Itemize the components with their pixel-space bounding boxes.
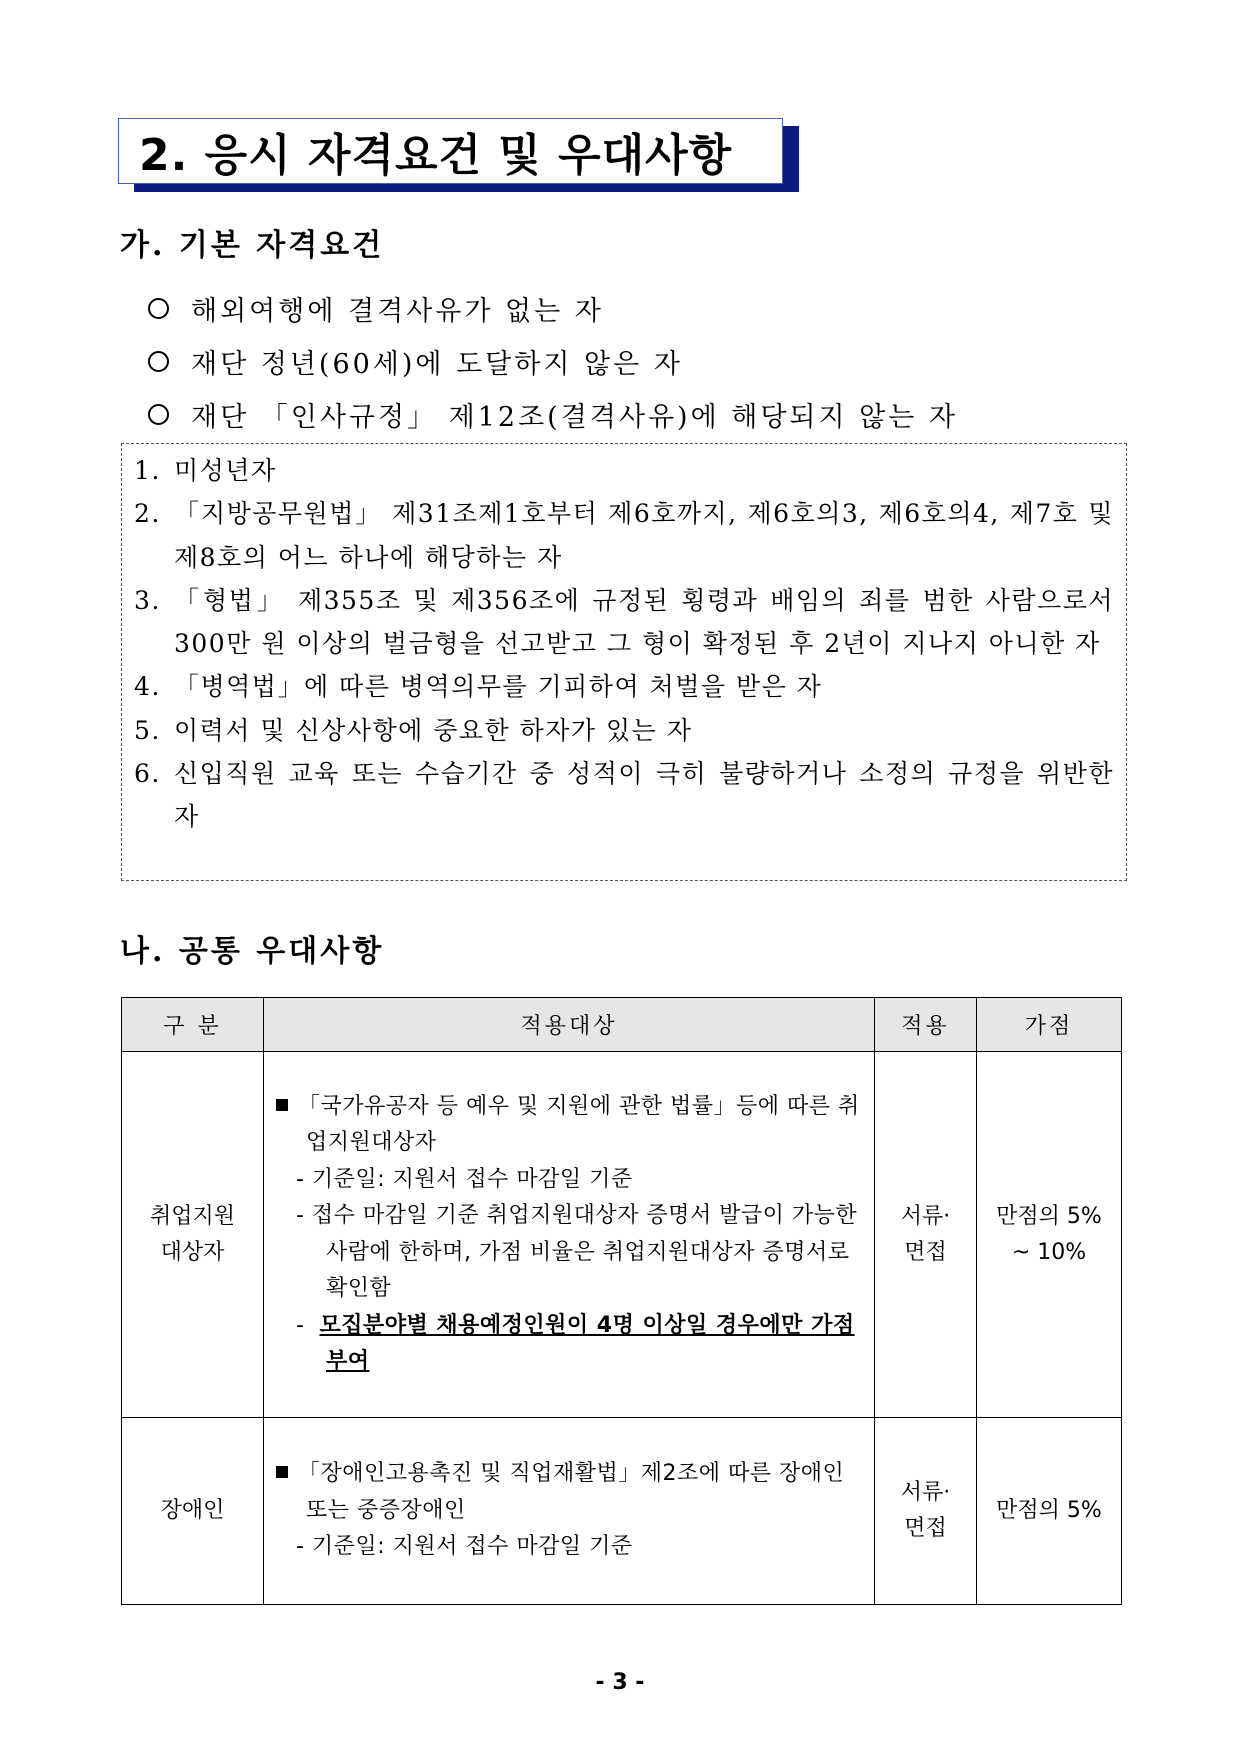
disqualification-item: 3. 「형법」 제355조 및 제356조에 규정된 횡령과 배임의 죄를 범한 사람으로서 300만 원 이상의 벌금형을 선고받고 그 형이 확정된 후 2년이 지나지 아니한 자	[134, 585, 1114, 659]
header-target: 적용대상	[264, 998, 875, 1052]
target-detail-emphasis: - 모집분야별 채용예정인원이 4명 이상일 경우에만 가점 부여	[296, 1312, 855, 1374]
page-number: - 3 -	[595, 1670, 645, 1695]
disqualification-box	[121, 443, 1127, 881]
preference-table	[121, 997, 1122, 1605]
disqualification-item: 1. 미성년자	[134, 456, 277, 485]
subsection-b-title: 나. 공통 우대사항	[120, 934, 385, 969]
apply-cell: 서류· 면접	[875, 1052, 977, 1418]
subsection-a-title: 가. 기본 자격요건	[120, 228, 385, 263]
square-bullet-icon	[276, 1099, 288, 1111]
disqualification-item: 4. 「병역법」에 따른 병역의무를 기피하여 처벌을 받은 자	[134, 672, 823, 702]
hollow-circle-icon	[148, 298, 169, 319]
requirement-bullet: 재단 정년(60세)에 도달하지 않은 자	[148, 335, 1148, 388]
table-row	[122, 1052, 1122, 1418]
target-detail: - 기준일: 지원서 접수 마감일 기준	[296, 1166, 633, 1192]
bonus-cell: 만점의 5%	[977, 1418, 1122, 1605]
category-cell: 장애인	[122, 1418, 264, 1605]
target-main: 「국가유공자 등 예우 및 지원에 관한 법률」등에 따른 취업지원대상자	[276, 1089, 864, 1162]
header-bonus: 가점	[977, 998, 1122, 1052]
section-title: 2. 응시 자격요건 및 우대사항	[139, 130, 733, 181]
disqualification-item: 6. 신입직원 교육 또는 수습기간 중 성적이 극히 불량하거나 소정의 규정을 위반한 자	[134, 759, 1114, 832]
basic-requirements-list	[148, 282, 1148, 441]
header-category: 구 분	[122, 998, 264, 1052]
requirement-bullet: 해외여행에 결격사유가 없는 자	[148, 282, 1148, 335]
target-detail: - 접수 마감일 기준 취업지원대상자 증명서 발급이 가능한 사람에 한하며, 가점 비율은 취업지원대상자 증명서로 확인함	[296, 1203, 858, 1301]
square-bullet-icon	[276, 1466, 288, 1478]
disqualification-item: 5. 이력서 및 신상사항에 중요한 하자가 있는 자	[134, 715, 693, 745]
table-row	[122, 1418, 1122, 1605]
hollow-circle-icon	[148, 351, 169, 372]
header-apply: 적용	[875, 998, 977, 1052]
target-main: 「장애인고용촉진 및 직업재활법」제2조에 따른 장애인 또는 중증장애인	[276, 1456, 864, 1529]
target-cell	[264, 1418, 875, 1605]
bonus-cell: 만점의 5% ~ 10%	[977, 1052, 1122, 1418]
hollow-circle-icon	[148, 404, 169, 425]
category-cell: 취업지원 대상자	[122, 1052, 264, 1418]
disqualification-item: 2. 「지방공무원법」 제31조제1호부터 제6호까지, 제6호의3, 제6호의4, 제7호 및 제8호의 어느 하나에 해당하는 자	[134, 499, 1114, 572]
table-header-row	[122, 998, 1122, 1052]
target-detail: - 기준일: 지원서 접수 마감일 기준	[296, 1534, 633, 1560]
target-cell	[264, 1052, 875, 1418]
section-title-box	[118, 118, 783, 184]
requirement-bullet: 재단 「인사규정」 제12조(결격사유)에 해당되지 않는 자	[148, 388, 1148, 441]
apply-cell: 서류· 면접	[875, 1418, 977, 1605]
